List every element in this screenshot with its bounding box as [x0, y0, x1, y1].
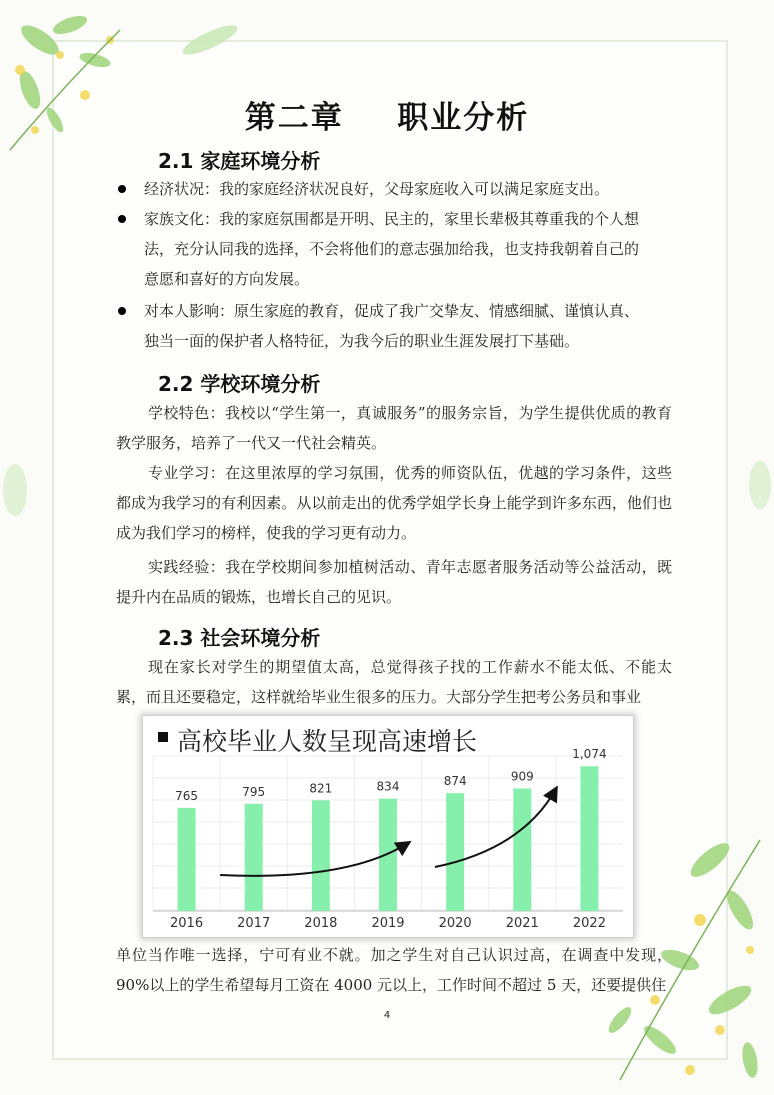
bullet-text-continued: 法，充分认同我的选择，不会将他们的意志强加给我，也支持我朝着自己的: [144, 240, 640, 258]
x-tick-label: 2016: [170, 916, 204, 931]
bullet-text-continued: 独当一面的保护者人格特征，为我今后的职业生涯发展打下基础。: [144, 332, 580, 350]
paragraph-school-features: 学校特色：我校以“学生第一，真诚服务”的服务宗旨，为学生提供优质的教育教学服务，培养了一代又一代社会精英。: [116, 404, 672, 452]
bullet-text: 家族文化：我的家庭氛围都是开明、民主的，家里长辈极其尊重我的个人想: [144, 210, 640, 228]
bar-2017: [245, 804, 263, 911]
chart-plot: [143, 716, 633, 937]
leaf-decoration-right: [738, 450, 774, 520]
bullet-text: 对本人影响：原生家庭的教育，促成了我广交挚友、情感细腻、谨慎认真、: [144, 302, 640, 320]
bullet-text: 经济状况：我的家庭经济状况良好，父母家庭收入可以满足家庭支出。: [144, 180, 610, 198]
paragraph-society-continued: 单位当作唯一选择，宁可有业不就。加之学生对自己认识过高，在调查中发现，90%以上的学生希望每月工资在 4000 元以上，工作时间不超过 5 天，还要提供住: [116, 946, 672, 994]
bullet-dot: [118, 215, 126, 223]
bar-2019: [379, 799, 397, 911]
section-heading-family: 2.1 家庭环境分析: [158, 149, 321, 173]
paragraph-practice: 实践经验：我在学校期间参加植树活动、青年志愿者服务活动等公益活动，既提升内在品质的锻炼，也增长自己的见识。: [116, 558, 672, 606]
leaf-decoration-left: [0, 450, 40, 530]
bar-2020: [446, 793, 464, 911]
section-heading-society: 2.3 社会环境分析: [158, 626, 321, 650]
bar-value-label: 765: [175, 788, 199, 803]
bar-2018: [312, 800, 330, 911]
bar-value-label: 874: [443, 774, 467, 789]
x-tick-label: 2021: [505, 916, 539, 931]
bar-value-label: 909: [510, 769, 534, 784]
x-tick-label: 2020: [438, 916, 472, 931]
chapter-number: 第二章: [244, 100, 344, 136]
bar-2022: [580, 766, 598, 911]
bar-2016: [178, 808, 196, 911]
x-tick-label: 2017: [237, 916, 271, 931]
chapter-title: [0, 92, 774, 137]
bar-value-label: 795: [242, 784, 266, 799]
bullet-text-continued: 意愿和喜好的方向发展。: [144, 270, 310, 288]
bullet-dot: [118, 307, 126, 315]
paragraph-professional-study: 专业学习：在这里浓厚的学习氛围，优秀的师资队伍，优越的学习条件，这些都成为我学习的有利因素。从以前走出的优秀学姐学长身上能学到许多东西，他们也成为我们学习的榜样，使我的学习更有动力。: [116, 464, 672, 542]
paragraph-society-intro: 现在家长对学生的期望值太高，总觉得孩子找的工作薪水不能太低、不能太累，而且还要稳定，这样就给毕业生很多的压力。大部分学生把考公务员和事业: [116, 658, 672, 706]
x-tick-label: 2018: [304, 916, 338, 931]
x-tick-label: 2022: [572, 916, 606, 931]
chapter-name: 职业分析: [397, 100, 530, 136]
bar-2021: [513, 788, 531, 911]
bar-value-label: 834: [376, 779, 400, 794]
x-tick-label: 2019: [371, 916, 405, 931]
bar-value-label: 821: [309, 781, 333, 796]
page-number: 4: [383, 1010, 391, 1021]
bar-value-label: 1,074: [572, 747, 607, 762]
graduates-bar-chart: [142, 715, 634, 938]
section-heading-school: 2.2 学校环境分析: [158, 372, 321, 396]
chart-title: 高校毕业人数呈现高速增长: [177, 727, 478, 756]
bullet-dot: [118, 185, 126, 193]
